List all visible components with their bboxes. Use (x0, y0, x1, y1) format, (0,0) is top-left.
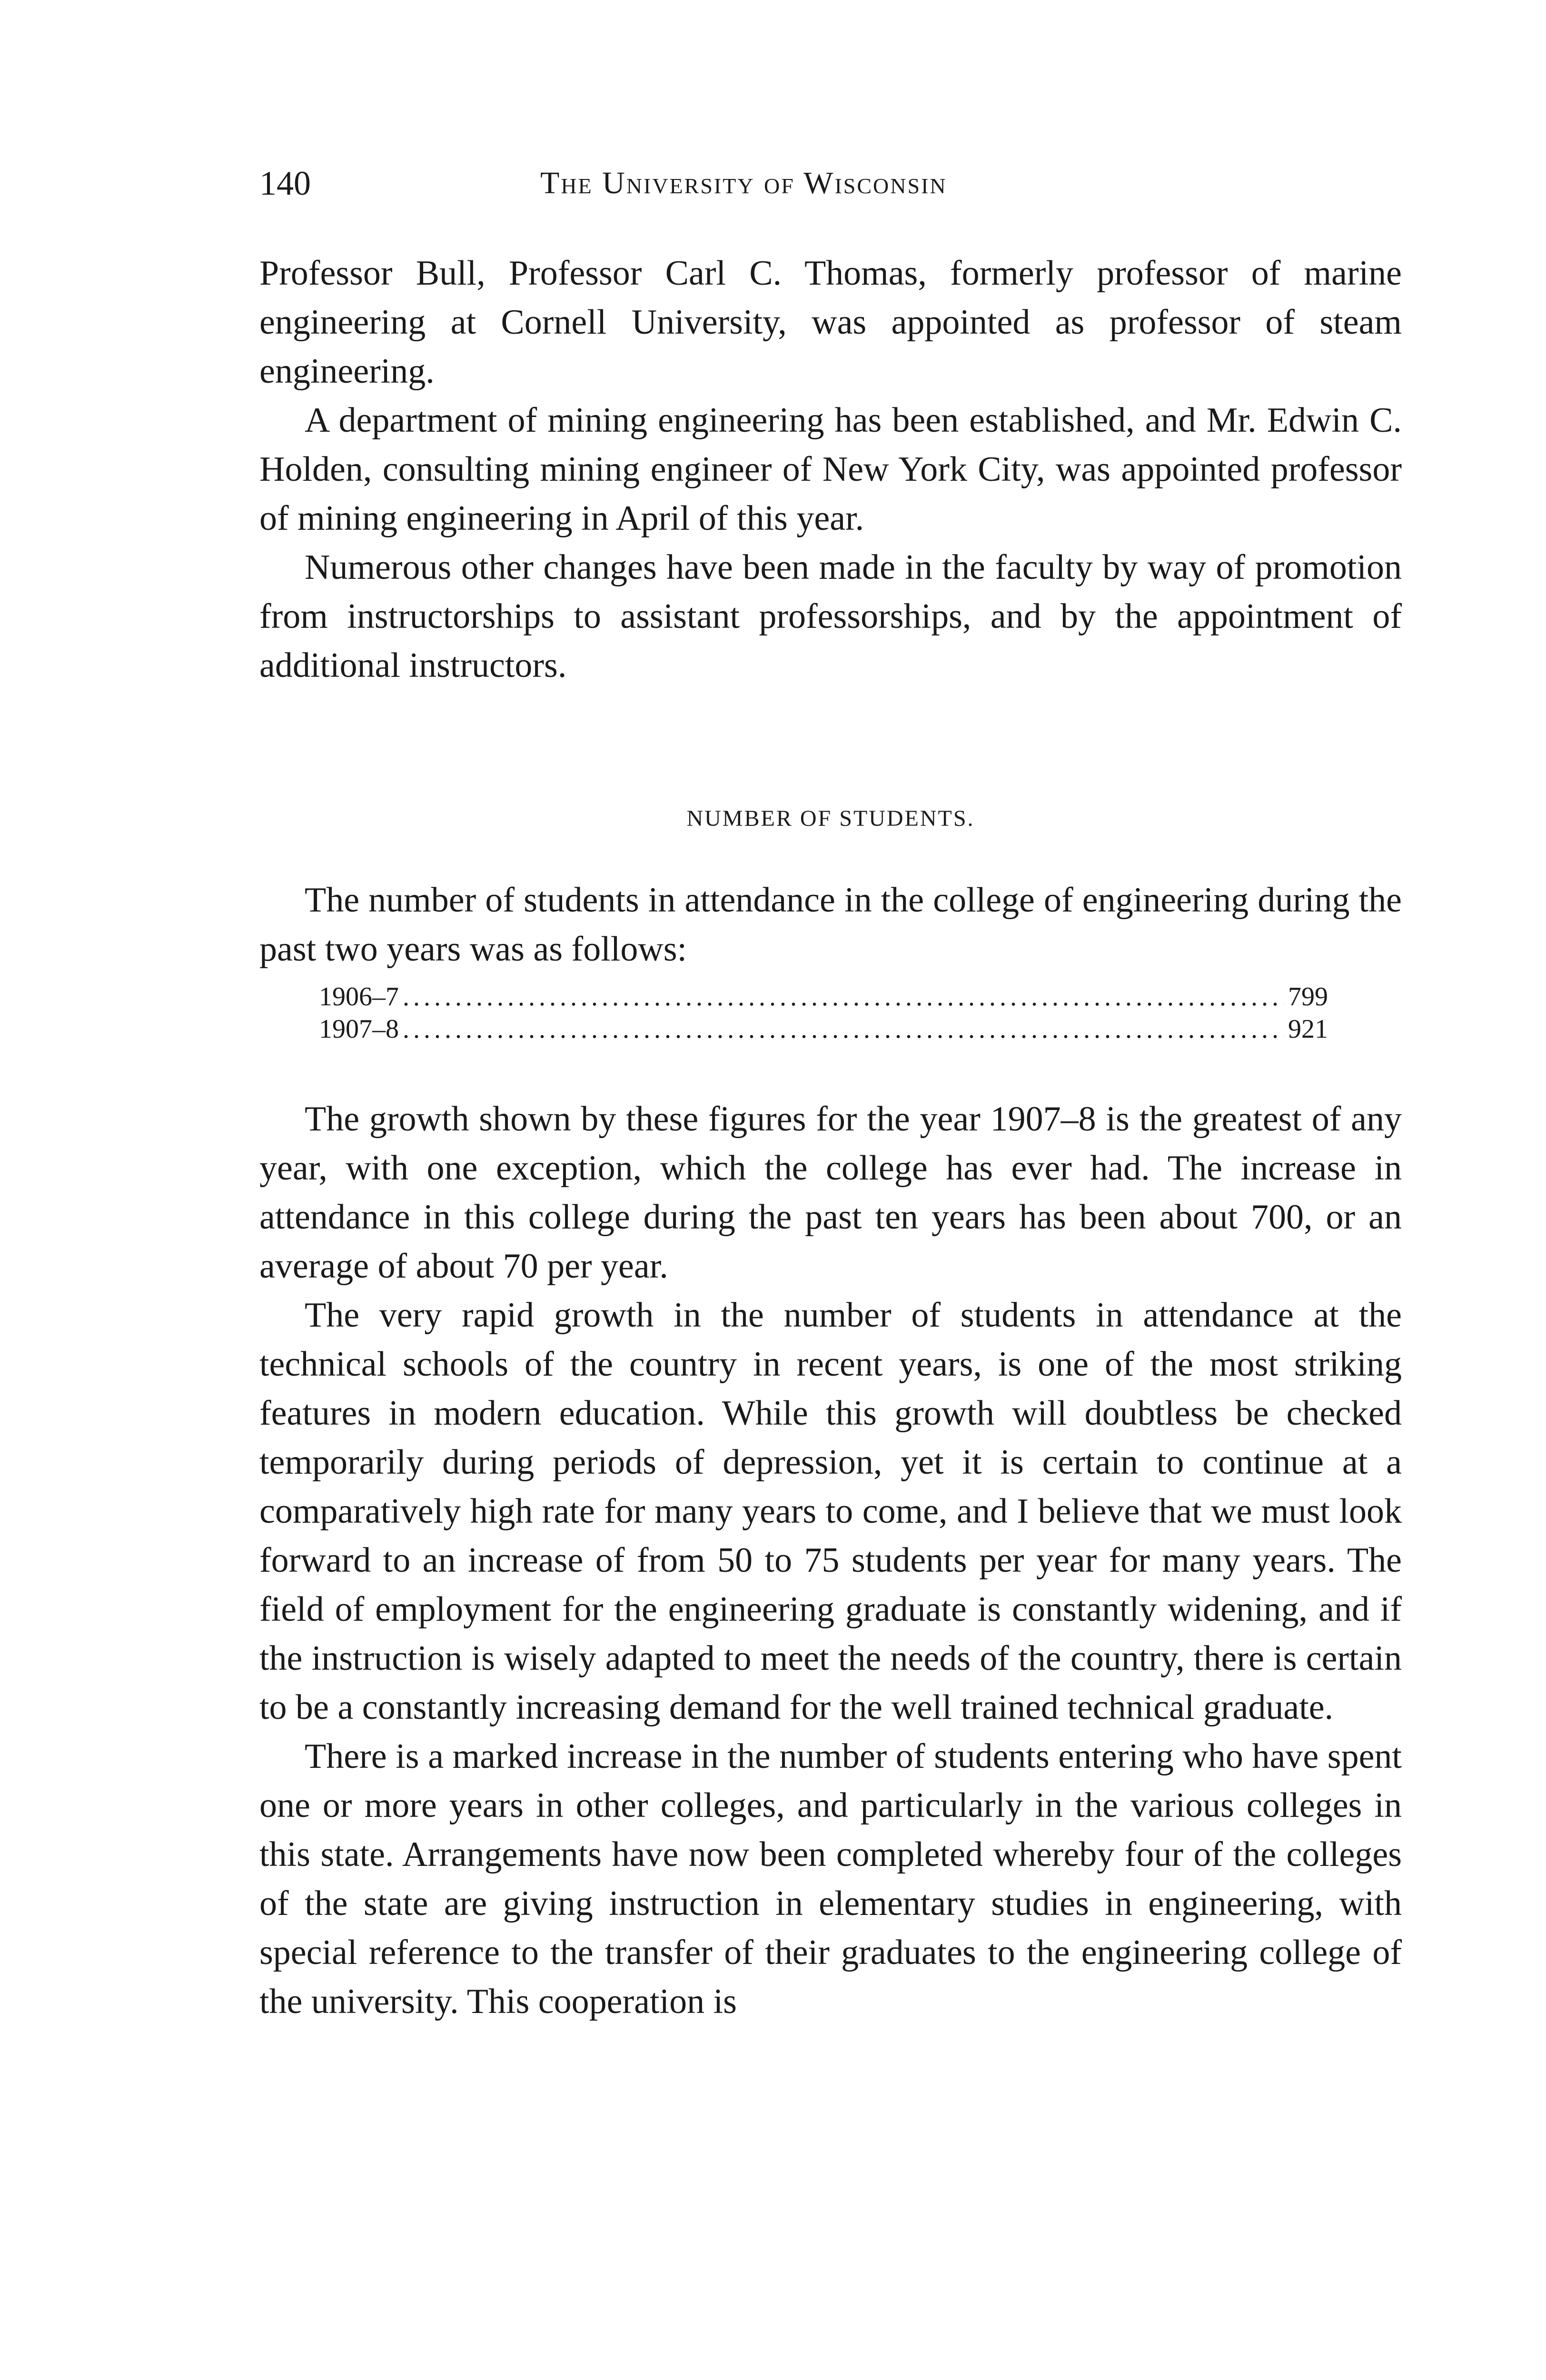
section-heading: NUMBER OF STUDENTS. (686, 806, 975, 831)
paragraph: The number of students in attendance in the college of engineering during the past two years was as follows: (259, 881, 1402, 969)
body-text-intro (259, 876, 1402, 974)
enrollment-row (319, 981, 1328, 1013)
paragraph: There is a marked increase in the number of students entering who have spent one or more years in other colleges, and particularly in the various colleges in this state. Arrangements have now been completed whereby four of the colleges of the state are giving instruction in elementary studies in engineering, with special reference to the transfer of their graduates to the engineering college of the university. This cooperation is (259, 1737, 1402, 2021)
enrollment-row (319, 1013, 1328, 1045)
enrollment-year: 1906–7 (319, 982, 399, 1012)
paragraph: A department of mining engineering has been established, and Mr. Edwin C. Holden, consulting mining engineer of New York City, was appointed professor of mining engineering in April of this year. (259, 401, 1402, 538)
running-head (259, 157, 1402, 209)
body-text-main (259, 1095, 1402, 2026)
dot-leader (403, 1013, 1284, 1045)
dot-leader (403, 981, 1284, 1013)
paragraph: Professor Bull, Professor Carl C. Thomas, formerly professor of marine engineering at Cornell University, was appointed as professor of steam engineering. (259, 254, 1402, 391)
running-title: The University of Wisconsin (540, 166, 947, 200)
enrollment-count: 799 (1288, 982, 1328, 1012)
enrollment-count: 921 (1288, 1014, 1328, 1044)
paragraph: The very rapid growth in the number of students in attendance at the technical schools of the country in recent years, is one of the most striking features in modern education. While this growth will doubtless be checked temporarily during periods of depression, yet it is certain to continue at a comparatively high rate for many years to come, and I believe that we must look forward to an increase of from 50 to 75 students per year for many years. The field of employment for the engineering graduate is constantly widening, and if the instruction is wisely adapted to meet the needs of the country, there is certain to be a constantly increasing demand for the well trained technical graduate. (259, 1296, 1402, 1727)
body-text-top (259, 249, 1402, 690)
page-number: 140 (259, 164, 311, 202)
paragraph: The growth shown by these figures for the year 1907–8 is the greatest of any year, with one exception, which the college has ever had. The increase in attendance in this college during the past ten years has been about 700, or an average of about 70 per year. (259, 1100, 1402, 1286)
enrollment-table (319, 981, 1328, 1045)
enrollment-year: 1907–8 (319, 1014, 399, 1044)
paragraph: Numerous other changes have been made in the faculty by way of promotion from instructorships to assistant professorships, and by the appointment of additional instructors. (259, 548, 1402, 685)
